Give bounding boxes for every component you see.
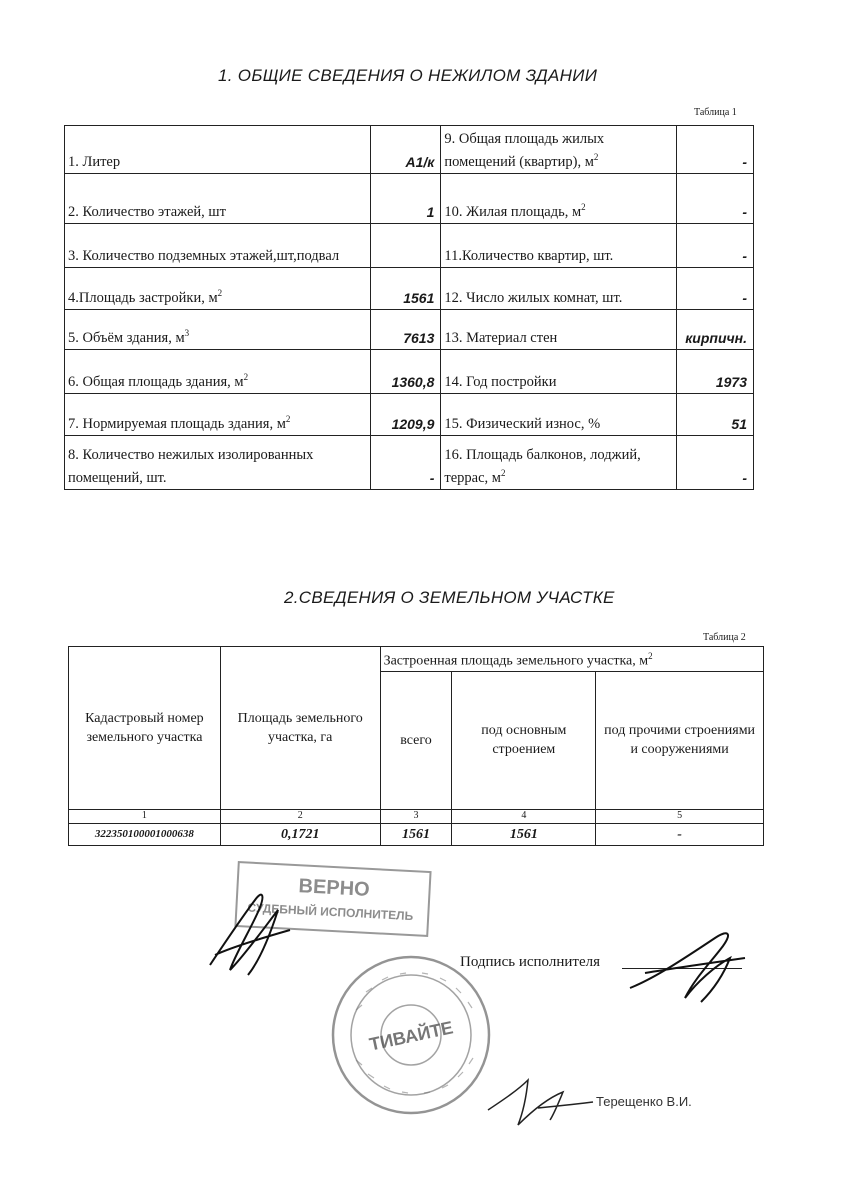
row-label-left xyxy=(65,310,371,350)
row-label-right xyxy=(441,224,677,268)
header-area: Площадь земельного участка, га xyxy=(220,647,380,810)
cadastral-value: 322350100001000638 xyxy=(69,823,221,845)
section2-title: 2.СВЕДЕНИЯ О ЗЕМЕЛЬНОМ УЧАСТКЕ xyxy=(284,588,615,607)
row-label-right-text: 11.Количество квартир, шт. xyxy=(444,248,614,264)
row-label-right-text: 13. Материал стен xyxy=(444,330,558,346)
right-signature xyxy=(615,918,755,1018)
row-value-right xyxy=(676,436,753,490)
row-label-left xyxy=(65,268,371,310)
row-label-left xyxy=(65,224,371,268)
row-value-right-text: - xyxy=(742,204,747,220)
table1-row xyxy=(65,224,754,268)
row-value-left xyxy=(371,310,441,350)
row-label-left-text: 2. Количество этажей, шт xyxy=(68,204,226,220)
row-label-right-sup: 2 xyxy=(500,468,506,479)
row-value-left-text: 1 xyxy=(426,204,435,220)
col-number-4: 4 xyxy=(452,809,596,823)
header-main: под основным строением xyxy=(452,671,596,809)
row-label-left-text: 5. Объём здания, м xyxy=(68,330,185,346)
row-label-right-text: 16. Площадь балконов, лоджий, террас, м xyxy=(444,447,641,486)
header-built-group-text: Застроенная площадь земельного участка, м xyxy=(383,653,649,669)
svg-text:ТИВАЙТЕ: ТИВАЙТЕ xyxy=(367,1017,455,1055)
section1-title: 1. ОБЩИЕ СВЕДЕНИЯ О НЕЖИЛОМ ЗДАНИИ xyxy=(218,66,598,85)
row-label-left xyxy=(65,174,371,224)
row-value-right-text: - xyxy=(742,248,747,264)
row-label-left xyxy=(65,350,371,394)
row-label-left-sup: 3 xyxy=(184,328,190,339)
row-value-left xyxy=(371,436,441,490)
row-label-right xyxy=(441,268,677,310)
row-label-right xyxy=(441,310,677,350)
svg-text:СУДЕБНЫЙ ИСПОЛНИТЕЛЬ: СУДЕБНЫЙ ИСПОЛНИТЕЛЬ xyxy=(247,900,414,924)
row-value-left xyxy=(371,126,441,174)
row-value-left-text: 1360,8 xyxy=(391,374,435,390)
row-value-right-text: 51 xyxy=(731,416,747,432)
row-value-left xyxy=(371,174,441,224)
col-number-5: 5 xyxy=(596,809,764,823)
svg-text:ВЕРНО: ВЕРНО xyxy=(298,875,371,901)
row-value-right xyxy=(676,224,753,268)
row-value-left-text: А1/к xyxy=(405,154,435,170)
row-label-left-text: 6. Общая площадь здания, м xyxy=(68,374,244,390)
row-value-right-text: 1973 xyxy=(715,374,747,390)
header-total: всего xyxy=(380,671,452,809)
round-seal xyxy=(326,950,496,1120)
row-value-left-text: 1209,9 xyxy=(391,416,435,432)
row-value-left-text: - xyxy=(429,470,435,486)
row-value-right-text: - xyxy=(742,154,747,170)
row-label-right-text: 15. Физический износ, % xyxy=(444,416,601,432)
total-value: 1561 xyxy=(380,823,452,845)
row-label-right-text: 10. Жилая площадь, м xyxy=(444,204,582,220)
row-label-right-sup: 2 xyxy=(581,202,586,213)
other-value: - xyxy=(596,823,764,845)
row-label-left xyxy=(65,436,371,490)
row-value-left xyxy=(371,268,441,310)
row-value-right-text: - xyxy=(742,470,747,486)
row-value-left xyxy=(371,224,441,268)
row-label-right xyxy=(441,126,677,174)
row-value-right xyxy=(676,126,753,174)
row-value-right xyxy=(676,350,753,394)
row-value-right xyxy=(676,394,753,436)
row-value-right xyxy=(676,310,753,350)
row-label-right xyxy=(441,436,677,490)
row-label-left-text: 4.Площадь застройки, м xyxy=(68,290,218,306)
land-plot-table xyxy=(68,646,764,846)
row-value-right-text: кирпичн. xyxy=(685,330,747,346)
table1-row xyxy=(65,174,754,224)
table1-label: Таблица 1 xyxy=(694,107,737,118)
row-label-left-sup: 2 xyxy=(217,288,223,299)
row-label-right-text: 12. Число жилых комнат, шт. xyxy=(444,290,623,306)
row-value-left-text: 7613 xyxy=(403,330,435,346)
row-value-right-text: - xyxy=(742,290,747,306)
row-label-left-text: 3. Количество подземных этажей,шт,подвал xyxy=(68,248,340,264)
col-number-3: 3 xyxy=(380,809,452,823)
col-number-2: 2 xyxy=(220,809,380,823)
row-label-left-sup: 2 xyxy=(243,372,249,383)
table1-row xyxy=(65,126,754,174)
header-cadastral: Кадастровый номер земельного участка xyxy=(69,647,221,810)
row-value-right xyxy=(676,174,753,224)
row-label-left-sup: 2 xyxy=(285,414,291,425)
area-value: 0,1721 xyxy=(220,823,380,845)
row-label-left xyxy=(65,394,371,436)
left-signature xyxy=(200,880,300,990)
table1-row xyxy=(65,436,754,490)
table1-row xyxy=(65,268,754,310)
row-value-left xyxy=(371,394,441,436)
row-label-left-text: 1. Литер xyxy=(68,154,121,170)
header-built-group xyxy=(380,647,763,672)
signature-label: Подпись исполнителя xyxy=(460,954,600,970)
row-label-left-text: 7. Нормируемая площадь здания, м xyxy=(68,416,286,432)
row-value-left xyxy=(371,350,441,394)
row-value-right xyxy=(676,268,753,310)
building-info-table xyxy=(64,125,754,490)
table1-row xyxy=(65,394,754,436)
row-label-right xyxy=(441,174,677,224)
row-label-right-text: 9. Общая площадь жилых помещений (квартир), м xyxy=(444,131,605,170)
table1-row xyxy=(65,350,754,394)
row-label-right-sup: 2 xyxy=(593,152,599,163)
header-other: под прочими строениями и сооружениями xyxy=(596,671,764,809)
row-value-left-text: 1561 xyxy=(403,290,435,306)
table2-label: Таблица 2 xyxy=(703,632,746,643)
table1-row xyxy=(65,310,754,350)
main-value: 1561 xyxy=(452,823,596,845)
header-built-group-sup: 2 xyxy=(648,651,653,661)
executor-name: Терещенко В.И. xyxy=(596,1094,692,1109)
row-label-left xyxy=(65,126,371,174)
row-label-right-text: 14. Год постройки xyxy=(444,374,557,390)
row-label-left-text: 8. Количество нежилых изолированных помещений, шт. xyxy=(68,447,314,486)
row-label-right xyxy=(441,394,677,436)
col-number-1: 1 xyxy=(69,809,221,823)
row-label-right xyxy=(441,350,677,394)
bottom-signature xyxy=(478,1070,598,1130)
